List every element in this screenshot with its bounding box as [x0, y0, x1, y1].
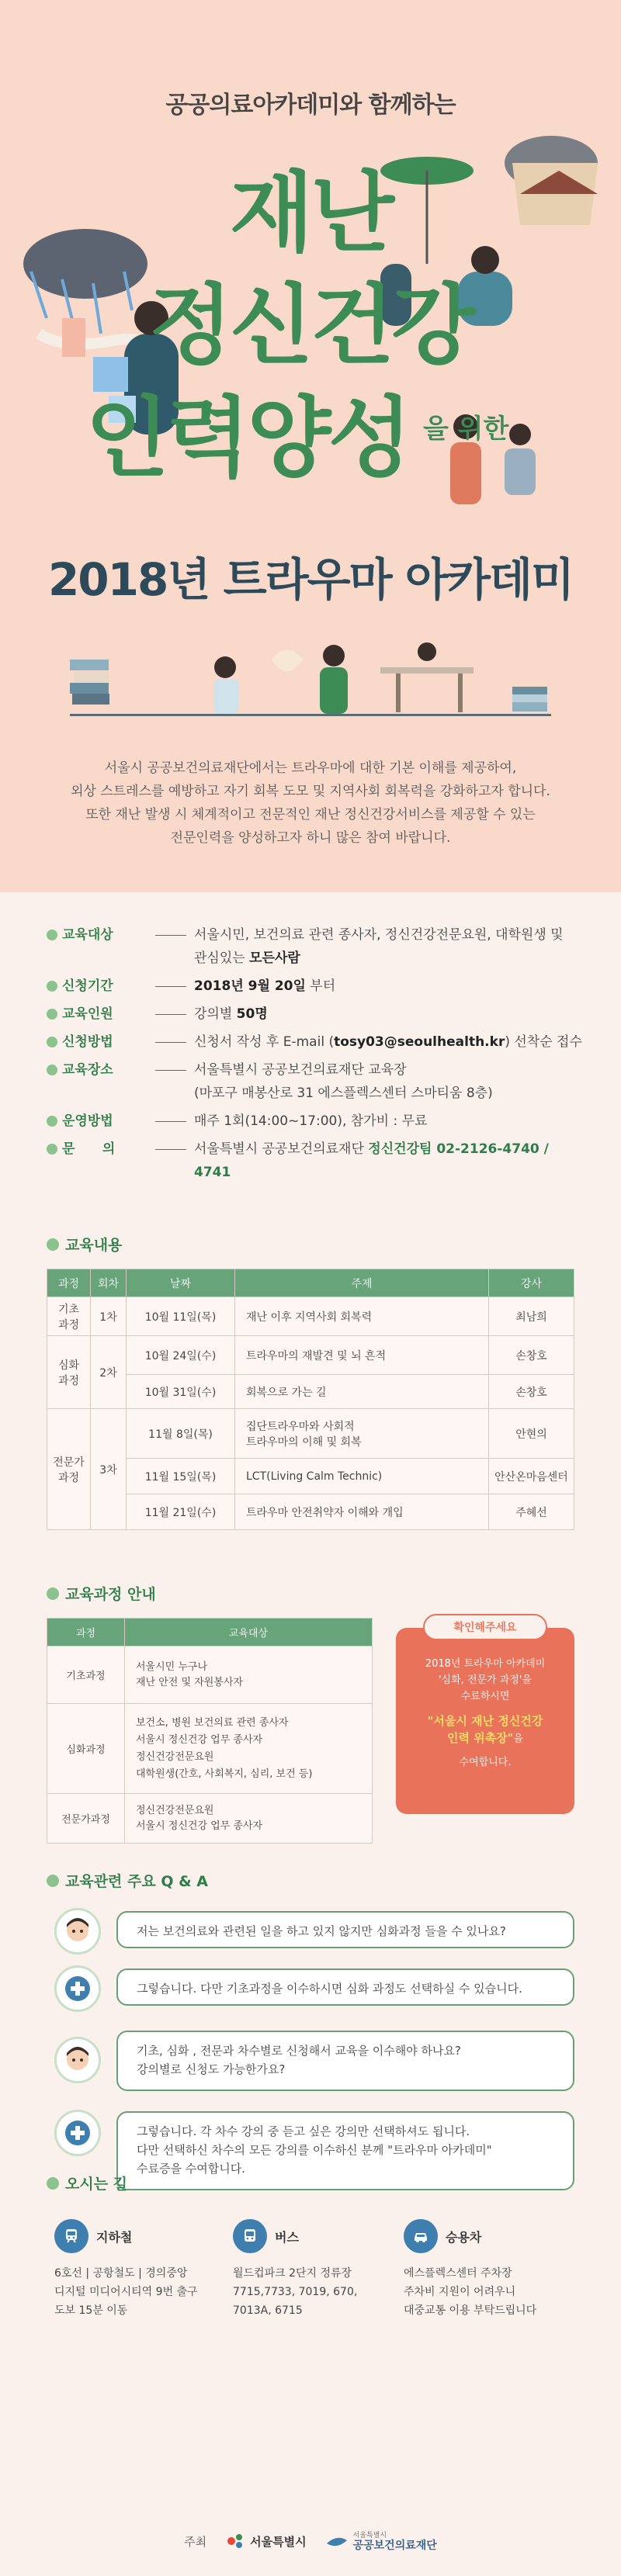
- qa-section: [47, 1870, 574, 1891]
- notice-title: 확인해주세요: [423, 1614, 547, 1640]
- hero-intro: [47, 757, 574, 850]
- table-header: 주제: [235, 1269, 489, 1297]
- bullet-dot: [47, 1009, 57, 1020]
- guide-title: 교육과정 안내: [47, 1583, 574, 1604]
- bullet-dot: [47, 1587, 59, 1600]
- table-row: 기초 과정 1차 10월 11일(목) 재난 이후 지역사회 회복력 최남희: [47, 1297, 574, 1336]
- info-key: 신청기간: [62, 978, 113, 994]
- guide-table: [47, 1618, 373, 1844]
- hero-year-title: 2018년 트라우마 아카데미: [47, 553, 574, 606]
- qa-title: 교육관련 주요 Q & A: [47, 1870, 574, 1891]
- info-section: [47, 923, 590, 1189]
- guide-section: [47, 1583, 574, 1844]
- info-divider: [155, 1121, 186, 1122]
- qa-question: [47, 2024, 574, 2099]
- info-divider: [155, 986, 186, 987]
- notice-body: 2018년 트라우마 아카데미 '심화, 전문가 과정'을 수료하시면 "서울시 재난 정신건강 인력 위촉장"을 수여합니다.: [396, 1628, 574, 1814]
- info-value: 강의별 50명: [194, 1006, 268, 1022]
- bullet-dot: [47, 1144, 57, 1155]
- intro-line: 서울시 공공보건의료재단에서는 트라우마에 대한 기본 이해를 제공하여,: [104, 760, 517, 776]
- table-header: 과정: [47, 1269, 91, 1297]
- info-row-operation: [47, 1110, 590, 1133]
- table-row: 심화과정 보건소, 병원 보건의료 관련 종사자 서울시 정신건강 업무 종사자 정신건강전문요원 대학원생(간호, 사회복지, 심리, 보건 등): [47, 1704, 373, 1794]
- bullet-dot: [47, 2177, 59, 2190]
- info-row-apply: [47, 1030, 590, 1054]
- qa-text: 저는 보건의료와 관련된 일을 하고 있지 않지만 심화과정 들을 수 있나요?: [116, 1911, 574, 1948]
- intro-line: 외상 스트레스를 예방하고 자기 회복 도모 및 지역사회 회복력을 강화하고자 합니다.: [71, 784, 550, 799]
- foundation-logo-icon: [325, 2533, 349, 2550]
- hero-ground-line: [70, 714, 551, 716]
- info-value: 신청서 작성 후 E-mail (tosy03@seoulhealth.kr) 선착순 접수: [194, 1034, 582, 1050]
- intro-line: 또한 재난 발생 시 체계적이고 전문적인 재난 정신건강서비스를 제공할 수 있는: [85, 807, 536, 822]
- course-title: 교육내용: [47, 1234, 574, 1255]
- cross-avatar-icon: [54, 2110, 101, 2156]
- info-value: 서울시민, 보건의료 관련 종사자, 정신건강전문요원, 대학원생 및 관심있는 모든사람: [194, 927, 564, 966]
- host-label: 주최: [184, 2534, 207, 2549]
- qa-text: 그렇습니다. 다만 기초과정을 이수하시면 심화 과정도 선택하실 수 있습니다.: [116, 1968, 574, 2006]
- info-key: 교육장소: [62, 1062, 113, 1078]
- hero-section: [0, 0, 621, 892]
- table-row: 심화 과정 2차 10월 24일(수) 트라우마의 재발견 및 뇌 흔적 손창호: [47, 1336, 574, 1375]
- directions-section: [47, 2173, 574, 2317]
- email-link[interactable]: tosy03@seoulhealth.kr: [334, 1034, 505, 1050]
- table-header: 과정: [47, 1619, 125, 1646]
- directions-bus: 버스 월드컵파크 2단지 정류장 7715,7733, 7019, 670, 7013A, 6715: [233, 2219, 404, 2320]
- qa-text: 그렇습니다. 각 차수 강의 중 듣고 싶은 강의만 선택하셔도 됩니다. 다만 선택하신 차수의 모든 강의를 이수하신 분께 "트라우마 아카데미" 수료증을 수여합니다.: [116, 2111, 574, 2190]
- notice-box: [396, 1614, 574, 1816]
- hero-title-line2: 정신건강: [148, 275, 473, 376]
- table-row: 기초과정 서울시민 누구나 재난 안전 및 자원봉사자: [47, 1646, 373, 1704]
- table-row: 11월 21일(수) 트라우마 안전취약자 이해와 개입 주혜선: [47, 1494, 574, 1530]
- bullet-dot: [47, 1875, 59, 1887]
- hero-illustration-bottom: [70, 613, 551, 718]
- table-header: 강사: [489, 1269, 574, 1297]
- hero-title-line1: 재난: [229, 163, 392, 264]
- directions-car: 승용차 에스플렉스센터 주차장 주차비 지원이 어려우니 대중교통 이용 부탁드립니다: [404, 2219, 574, 2320]
- table-header: 회차: [91, 1269, 127, 1297]
- course-section: [47, 1234, 574, 1530]
- info-value: 서울특별시 공공보건의료재단 교육장 (마포구 매봉산로 31 에스플렉스센터 스마티움 8층): [194, 1062, 493, 1101]
- course-table: [47, 1269, 574, 1530]
- qa-question: [47, 1905, 574, 1955]
- bullet-dot: [47, 1037, 57, 1047]
- bullet-dot: [47, 1238, 59, 1251]
- car-icon: [404, 2219, 438, 2253]
- info-row-period: [47, 975, 590, 998]
- info-divider: [155, 935, 186, 936]
- qa-text: 기초, 심화 , 전문과 차수별로 신청해서 교육을 이수해야 하나요? 강의별로 신청도 가능한가요?: [116, 2031, 574, 2091]
- table-row: 전문가 과정 3차 11월 8일(목) 집단트라우마와 사회적 트라우마의 이해 및 회복 안현의: [47, 1409, 574, 1459]
- info-value: 서울특별시 공공보건의료재단 정신건강팀 02-2126-4740 / 4741: [194, 1141, 549, 1180]
- info-divider: [155, 1014, 186, 1015]
- intro-line: 전문인력을 양성하고자 하니 많은 참여 바랍니다.: [170, 830, 451, 846]
- table-header: 날짜: [127, 1269, 235, 1297]
- info-key: 교육대상: [62, 927, 113, 943]
- table-header: 교육대상: [125, 1619, 373, 1646]
- info-row-capacity: [47, 1002, 590, 1026]
- bullet-dot: [47, 981, 57, 992]
- info-value: 2018년 9월 20일 부터: [194, 978, 336, 994]
- person-avatar-icon: [54, 2037, 101, 2083]
- bullet-dot: [47, 930, 57, 940]
- table-row: 11월 15일(목) LCT(Living Calm Technic) 안산온마음센터: [47, 1459, 574, 1494]
- subway-icon: [54, 2219, 88, 2253]
- info-key: 문 의: [62, 1141, 116, 1157]
- person-avatar-icon: [54, 1908, 101, 1955]
- table-row: 10월 31일(수) 회복으로 가는 길 손창호: [47, 1375, 574, 1409]
- bus-icon: [233, 2219, 267, 2253]
- info-divider: [155, 1149, 186, 1150]
- bullet-dot: [47, 1116, 57, 1127]
- info-row-location: [47, 1058, 590, 1105]
- info-value: 매주 1회(14:00~17:00), 참가비 : 무료: [194, 1113, 428, 1129]
- bullet-dot: [47, 1065, 57, 1075]
- info-row-contact: [47, 1137, 590, 1184]
- footer: [0, 2506, 621, 2576]
- hero-subtitle: 공공의료아카데미와 함께하는: [165, 92, 456, 119]
- info-divider: [155, 1042, 186, 1043]
- seoul-logo: 서울특별시: [225, 2531, 306, 2551]
- qa-answer: [47, 1962, 574, 2017]
- foundation-logo: 서울특별시 공공보건의료재단: [325, 2531, 437, 2551]
- info-key: 신청방법: [62, 1034, 113, 1050]
- table-row: 전문가과정 정신건강전문요원 서울시 정신건강 업무 종사자: [47, 1794, 373, 1844]
- info-divider: [155, 1070, 186, 1071]
- info-key: 운영방법: [62, 1113, 113, 1129]
- hero-title-line3: 인력양성: [85, 388, 409, 489]
- hero-title-suffix: 을 위한: [423, 414, 509, 445]
- seoul-logo-icon: [225, 2531, 245, 2551]
- directions-title: 오시는 길: [47, 2173, 574, 2193]
- qa-list: [47, 1905, 574, 2197]
- cross-avatar-icon: [54, 1965, 101, 2012]
- info-row-target: [47, 923, 590, 970]
- directions-subway: 지하철 6호선 | 공항철도 | 경의중앙 디지털 미디어시티역 9번 출구 도보 15분 이동: [54, 2219, 225, 2320]
- info-key: 교육인원: [62, 1006, 113, 1022]
